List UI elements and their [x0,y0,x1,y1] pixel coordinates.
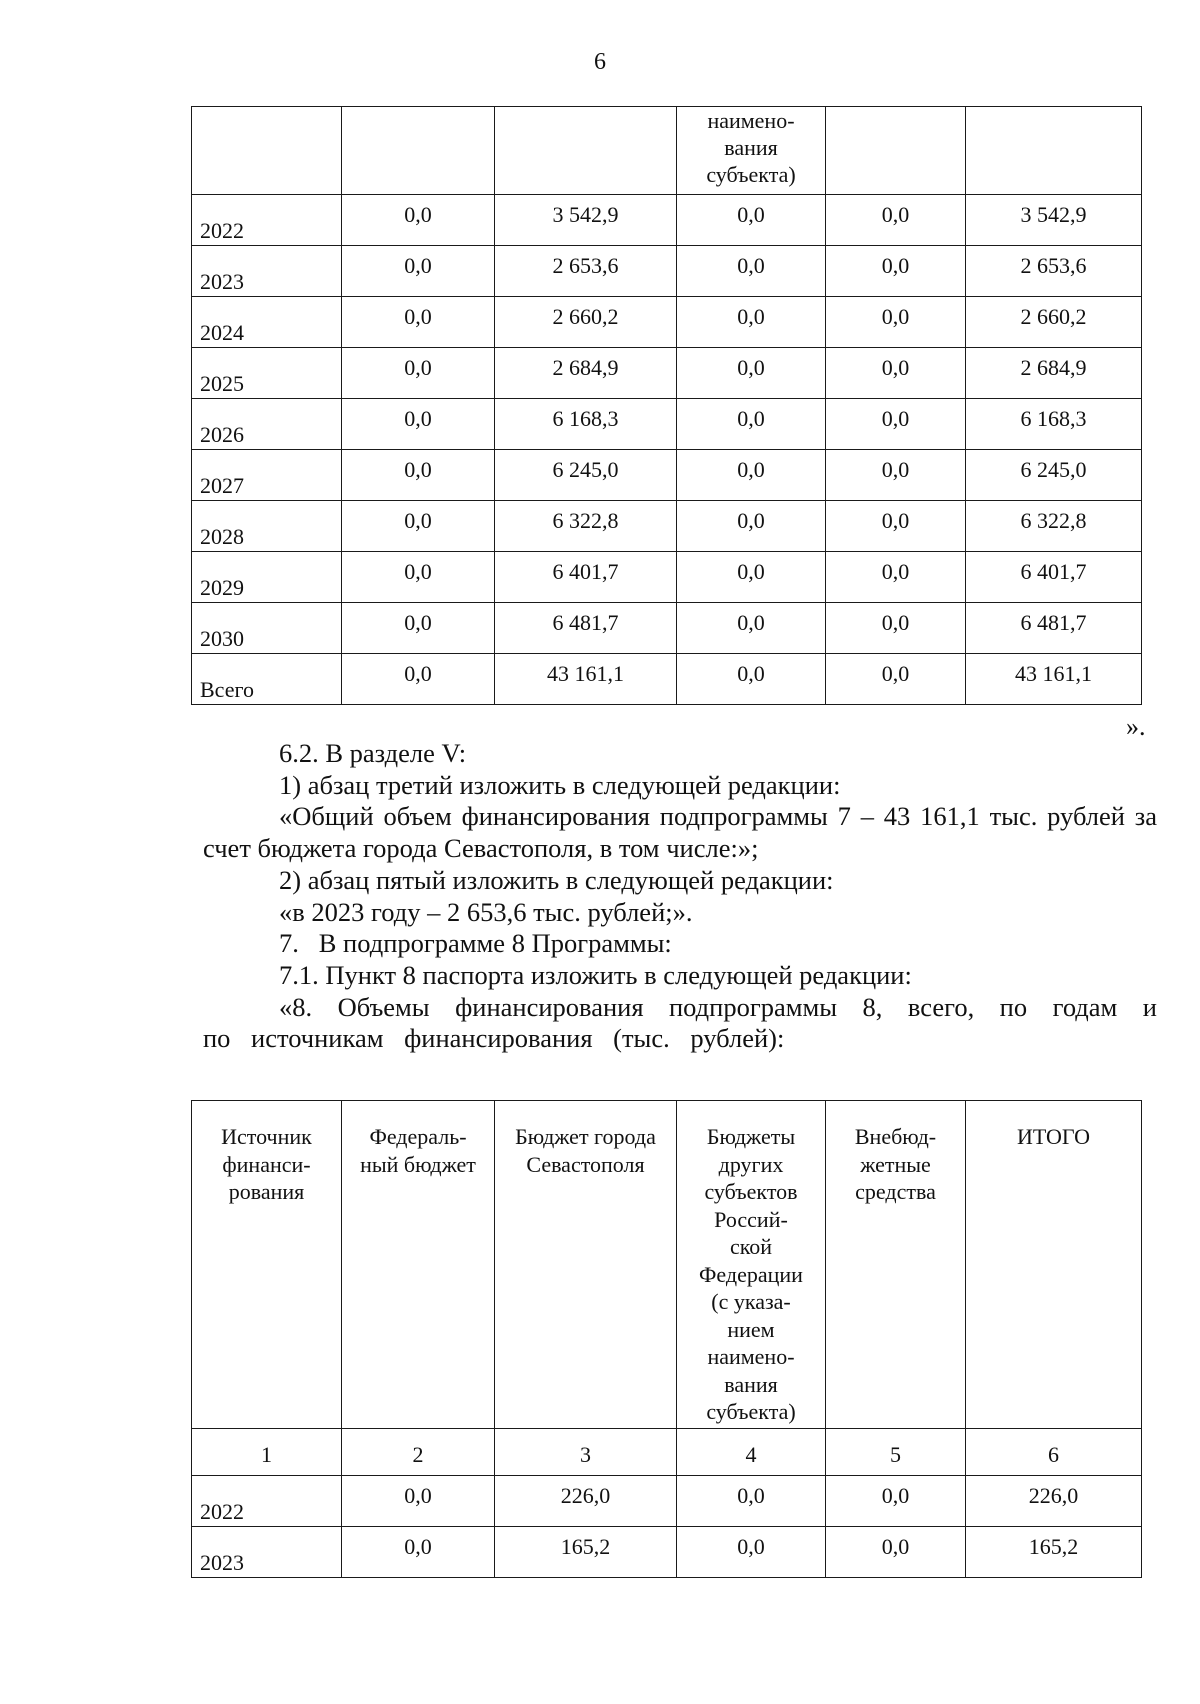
cell-other-subjects: 0,0 [677,1527,826,1578]
header-cell [826,107,966,195]
cell-total: 2 660,2 [966,297,1142,348]
column-number: 3 [495,1429,677,1476]
table-header-continuation [192,107,1142,195]
cell-other-subjects: 0,0 [677,297,826,348]
header-cell: наимено- вания субъекта) [677,107,826,195]
row-label: 2023 [192,246,342,297]
row-label: 2030 [192,603,342,654]
row-label: 2023 [192,1527,342,1578]
paragraph: 6.2. В разделе V: [279,738,467,768]
row-label: 2024 [192,297,342,348]
cell-city: 226,0 [495,1476,677,1527]
paragraph: 7.1. Пункт 8 паспорта изложить в следующей редакции: [279,959,912,990]
cell-other-subjects: 0,0 [677,603,826,654]
amendment-text [203,738,1157,1055]
header-cell [495,107,677,195]
cell-city: 6 401,7 [495,552,677,603]
cell-extrabudget: 0,0 [826,450,966,501]
table-row [192,501,1142,552]
cell-other-subjects: 0,0 [677,1476,826,1527]
cell-extrabudget: 0,0 [826,1527,966,1578]
cell-federal: 0,0 [342,501,495,552]
column-number: 6 [966,1429,1142,1476]
header-federal: Федераль- ный бюджет [342,1101,495,1429]
header-source: Источник финанси- рования [192,1101,342,1429]
row-label: 2026 [192,399,342,450]
cell-total: 2 653,6 [966,246,1142,297]
table-row [192,450,1142,501]
table-row [192,195,1142,246]
header-city-budget: Бюджет города Севастополя [495,1101,677,1429]
cell-other-subjects: 0,0 [677,195,826,246]
row-label: 2027 [192,450,342,501]
paragraph: «8. Объемы финансирования подпрограммы 8, всего, по годам и по источникам финансирования (тыс. рублей): [203,991,1157,1054]
table-row [192,552,1142,603]
table-row [192,399,1142,450]
cell-extrabudget: 0,0 [826,399,966,450]
cell-total: 6 168,3 [966,399,1142,450]
cell-extrabudget: 0,0 [826,654,966,705]
cell-federal: 0,0 [342,348,495,399]
header-other-subjects: Бюджеты других субъектов Россий- ской Федерации (с указа- нием наимено- вания субъекта) [677,1101,826,1429]
paragraph: «в 2023 году – 2 653,6 тыс. рублей;». [279,896,693,927]
paragraph: 7. В подпрограмме 8 Программы: [279,928,672,959]
cell-city: 2 684,9 [495,348,677,399]
column-number: 5 [826,1429,966,1476]
table-row [192,603,1142,654]
cell-extrabudget: 0,0 [826,501,966,552]
cell-federal: 0,0 [342,552,495,603]
table-header-row [192,1101,1142,1429]
cell-federal: 0,0 [342,450,495,501]
row-label: 2022 [192,195,342,246]
cell-federal: 0,0 [342,195,495,246]
header-extrabudget: Внебюд- жетные средства [826,1101,966,1429]
cell-city: 6 245,0 [495,450,677,501]
cell-extrabudget: 0,0 [826,603,966,654]
cell-federal: 0,0 [342,246,495,297]
cell-federal: 0,0 [342,603,495,654]
table-row [192,348,1142,399]
cell-city: 2 660,2 [495,297,677,348]
table-row [192,1476,1142,1527]
header-cell [966,107,1142,195]
cell-total: 43 161,1 [966,654,1142,705]
paragraph: 1) абзац третий изложить в следующей редакции: [279,769,841,800]
cell-other-subjects: 0,0 [677,450,826,501]
row-label: 2029 [192,552,342,603]
cell-extrabudget: 0,0 [826,246,966,297]
cell-city: 6 322,8 [495,501,677,552]
column-numbers-row [192,1429,1142,1476]
paragraph: 2) абзац пятый изложить в следующей редакции: [279,864,834,895]
cell-total: 6 322,8 [966,501,1142,552]
table-row [192,246,1142,297]
cell-total: 6 401,7 [966,552,1142,603]
table-row [192,297,1142,348]
cell-city: 6 168,3 [495,399,677,450]
cell-total: 165,2 [966,1527,1142,1578]
row-label: 2022 [192,1476,342,1527]
column-number: 2 [342,1429,495,1476]
cell-other-subjects: 0,0 [677,501,826,552]
cell-extrabudget: 0,0 [826,1476,966,1527]
row-label: 2025 [192,348,342,399]
cell-city: 2 653,6 [495,246,677,297]
cell-federal: 0,0 [342,399,495,450]
cell-extrabudget: 0,0 [826,348,966,399]
closing-quote: ». [1126,712,1146,741]
cell-total: 2 684,9 [966,348,1142,399]
table-row [192,1527,1142,1578]
header-cell [192,107,342,195]
cell-total: 226,0 [966,1476,1142,1527]
cell-total: 3 542,9 [966,195,1142,246]
cell-federal: 0,0 [342,297,495,348]
cell-federal: 0,0 [342,1476,495,1527]
cell-city: 3 542,9 [495,195,677,246]
table-row [192,654,1142,705]
subprogram-7-financing-table [191,106,1142,705]
page-number: 6 [594,49,606,75]
cell-federal: 0,0 [342,654,495,705]
cell-other-subjects: 0,0 [677,246,826,297]
row-label: 2028 [192,501,342,552]
column-number: 1 [192,1429,342,1476]
cell-extrabudget: 0,0 [826,297,966,348]
subprogram-8-financing-table [191,1100,1142,1578]
cell-other-subjects: 0,0 [677,348,826,399]
cell-other-subjects: 0,0 [677,399,826,450]
row-label: Всего [192,654,342,705]
cell-total: 6 481,7 [966,603,1142,654]
cell-other-subjects: 0,0 [677,552,826,603]
cell-city: 43 161,1 [495,654,677,705]
cell-city: 6 481,7 [495,603,677,654]
cell-other-subjects: 0,0 [677,654,826,705]
cell-city: 165,2 [495,1527,677,1578]
header-cell [342,107,495,195]
cell-total: 6 245,0 [966,450,1142,501]
header-total: ИТОГО [966,1101,1142,1429]
cell-federal: 0,0 [342,1527,495,1578]
cell-extrabudget: 0,0 [826,552,966,603]
column-number: 4 [677,1429,826,1476]
cell-extrabudget: 0,0 [826,195,966,246]
paragraph: «Общий объем финансирования подпрограммы 7 – 43 161,1 тыс. рублей за счет бюджета города Севастополя, в том числе:»; [203,801,1157,864]
